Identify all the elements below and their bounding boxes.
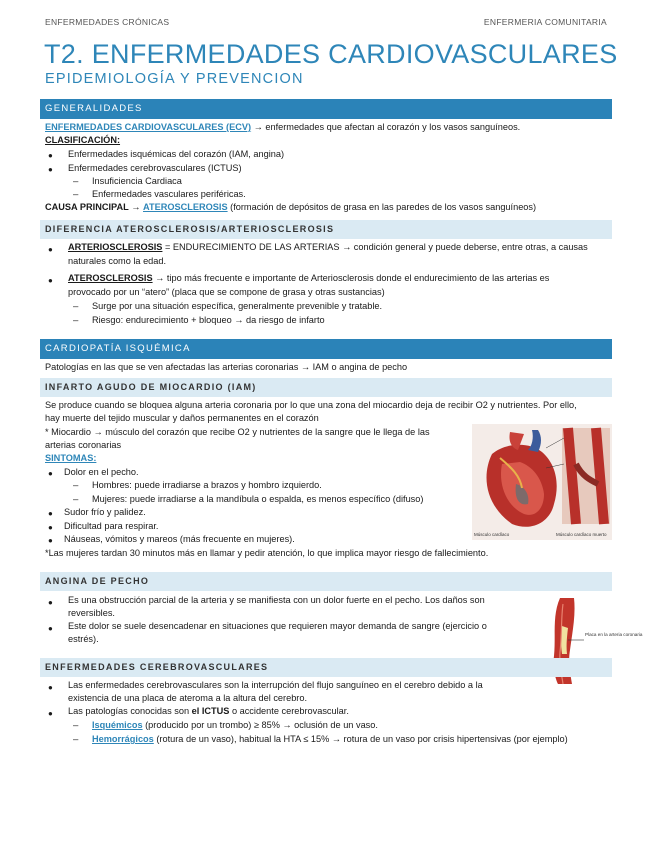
aterosclerosis-term: ATEROSCLEROSIS [68, 273, 153, 283]
sintoma-subitem: Hombres: puede irradiarse a brazos y hombro izquierdo. [92, 480, 322, 490]
dash-icon: – [73, 315, 79, 326]
list-item: Enfermedades cerebrovasculares (ICTUS) [68, 163, 242, 173]
dash-icon: – [73, 734, 79, 745]
hemorragicos-text: (rotura de un vaso), habitual la HTA ≤ 15% → rotura de un vaso por crisis hipertensivas (por ejemplo) [153, 734, 568, 744]
iam-p1-line2: hay muerte del tejido muscular y daños permanentes en el corazón [45, 413, 319, 423]
bullet-icon: ● [48, 683, 53, 692]
list-subitem: Surge por una situación específica, generalmente prevenible y tratable. [92, 301, 383, 311]
cardiopatia-text: Patologías en las que se ven afectadas las arterias coronarias → IAM o angina de pecho [45, 362, 408, 372]
iam-p2-line2: arterias coronarias [45, 440, 122, 450]
iam-p2-line1: * Miocardio → músculo del corazón que recibe O2 y nutrientes de la sangre que le llega de las [45, 427, 430, 437]
section-heading-cardiopatia: CARDIOPATÍA ISQUÉMICA [40, 339, 612, 359]
sintoma-item: Náuseas, vómitos y mareos (más frecuente en mujeres). [64, 534, 295, 544]
section-heading-angina: ANGINA DE PECHO [40, 572, 612, 591]
angina-item1-line2: reversibles. [68, 608, 115, 618]
clasificacion-label: CLASIFICACIÓN: [45, 135, 121, 145]
causa-principal [45, 201, 536, 215]
isquemicos-term: Isquémicos [92, 720, 143, 730]
aterosclerosis-line2: provocado por un “atero” (placa que se compone de grasa y otras sustancias) [68, 287, 385, 297]
cerebro-item2 [68, 705, 349, 719]
bullet-icon: ● [48, 276, 53, 285]
cerebro-item2-post: o accidente cerebrovascular. [229, 706, 349, 716]
dash-icon: – [73, 176, 79, 187]
cerebro-item2-bold: el ICTUS [191, 706, 230, 716]
list-item: Enfermedades isquémicas del corazón (IAM, angina) [68, 149, 285, 159]
angina-item1-line1: Es una obstrucción parcial de la arteria y se manifiesta con un dolor fuerte en el pecho. Los daños son [68, 595, 485, 605]
bullet-icon: ● [48, 469, 53, 478]
iam-note: *Las mujeres tardan 30 minutos más en llamar y pedir atención, lo que implica mayor riesgo de fallecimiento. [45, 548, 489, 558]
aterosclerosis-line1 [68, 272, 549, 286]
ecv-def: → enfermedades que afectan al corazón y los vasos sanguíneos. [251, 122, 521, 132]
header-left: ENFERMEDADES CRÓNICAS [45, 17, 170, 27]
bullet-icon: ● [48, 523, 53, 532]
figure-caption: Músculo cardíaco [474, 532, 510, 537]
dash-icon: – [73, 301, 79, 312]
sintoma-subitem: Mujeres: puede irradiarse a la mandíbula o espalda, es menos específico (difuso) [92, 494, 424, 504]
dash-icon: – [73, 494, 79, 505]
list-subitem: Enfermedades vasculares periféricas. [92, 189, 246, 199]
angina-item2-line1: Este dolor se suele desencadenar en situaciones que requieren mayor demanda de sangre (ejercicio o [68, 621, 487, 631]
bullet-icon: ● [48, 624, 53, 633]
cerebro-item1-line2: existencia de una placa de ateroma a la altura del cerebro. [68, 693, 308, 703]
dash-icon: – [73, 720, 79, 731]
dash-icon: – [73, 189, 79, 200]
hemorragicos-term: Hemorrágicos [92, 734, 154, 744]
bullet-icon: ● [48, 709, 53, 718]
heart-infarct-figure [472, 424, 612, 540]
list-subitem: Riesgo: endurecimiento + bloqueo → da riesgo de infarto [92, 315, 325, 325]
page-subtitle: EPIDEMIOLOGÍA Y PREVENCION [45, 71, 304, 87]
cerebro-item2-pre: Las patologías conocidas son [68, 706, 192, 716]
sintoma-item: Dolor en el pecho. [64, 467, 139, 477]
arteriosclerosis-term: ARTERIOSCLEROSIS [68, 242, 163, 252]
section-heading-iam: INFARTO AGUDO DE MIOCARDIO (IAM) [40, 378, 612, 397]
section-heading-cerebrovasculares: ENFERMEDADES CEREBROVASCULARES [40, 658, 612, 677]
bullet-icon: ● [48, 245, 53, 254]
bullet-icon: ● [48, 151, 53, 160]
dash-icon: – [73, 480, 79, 491]
iam-p1-line1: Se produce cuando se bloquea alguna arteria coronaria por lo que una zona del miocardio deja de recibir O2 y nutrientes. Por ello, [45, 400, 577, 410]
sintoma-item: Sudor frío y palidez. [64, 507, 146, 517]
causa-def: (formación de depósitos de grasa en las paredes de los vasos sanguíneos) [227, 202, 537, 212]
aterosclerosis-def: → tipo más frecuente e importante de Arteriosclerosis donde el endurecimiento de las arterias es [152, 273, 550, 283]
arteriosclerosis-def: = ENDURECIMIENTO DE LAS ARTERIAS → condición general y puede deberse, entre otras, a causas [162, 242, 588, 252]
arteriosclerosis-line2: naturales como la edad. [68, 256, 167, 266]
bullet-icon: ● [48, 536, 53, 545]
section-heading-diferencia: DIFERENCIA ATEROSCLEROSIS/ARTERIOSCLEROSIS [40, 220, 612, 239]
isquemicos-item [92, 719, 378, 733]
sintoma-item: Dificultad para respirar. [64, 521, 159, 531]
arteriosclerosis-line1 [68, 241, 588, 255]
angina-item2-line2: estrés). [68, 634, 99, 644]
sintomas-label: SINTOMAS: [45, 453, 97, 463]
causa-term: ATEROSCLEROSIS [143, 202, 228, 212]
page-title: T2. ENFERMEDADES CARDIOVASCULARES [44, 39, 618, 69]
cerebro-item1-line1: Las enfermedades cerebrovasculares son la interrupción del flujo sanguíneo en el cerebro debido a la [68, 680, 483, 690]
figure-label: Placa en la arteria coronaria [585, 632, 643, 637]
ecv-definition [45, 121, 520, 135]
list-subitem: Insuficiencia Cardiaca [92, 176, 182, 186]
hemorragicos-item [92, 733, 568, 747]
figure-caption: Músculo cardíaco muerto [556, 532, 607, 537]
bullet-icon: ● [48, 165, 53, 174]
header-right: ENFERMERIA COMUNITARIA [483, 17, 607, 27]
causa-label: CAUSA PRINCIPAL [45, 202, 129, 212]
causa-arrow: → [128, 202, 144, 212]
bullet-icon: ● [48, 509, 53, 518]
section-heading-generalidades: GENERALIDADES [40, 99, 612, 119]
isquemicos-text: (producido por un trombo) ≥ 85% → oclusión de un vaso. [142, 720, 378, 730]
bullet-icon: ● [48, 598, 53, 607]
ecv-term: ENFERMEDADES CARDIOVASCULARES (ECV) [45, 122, 252, 132]
